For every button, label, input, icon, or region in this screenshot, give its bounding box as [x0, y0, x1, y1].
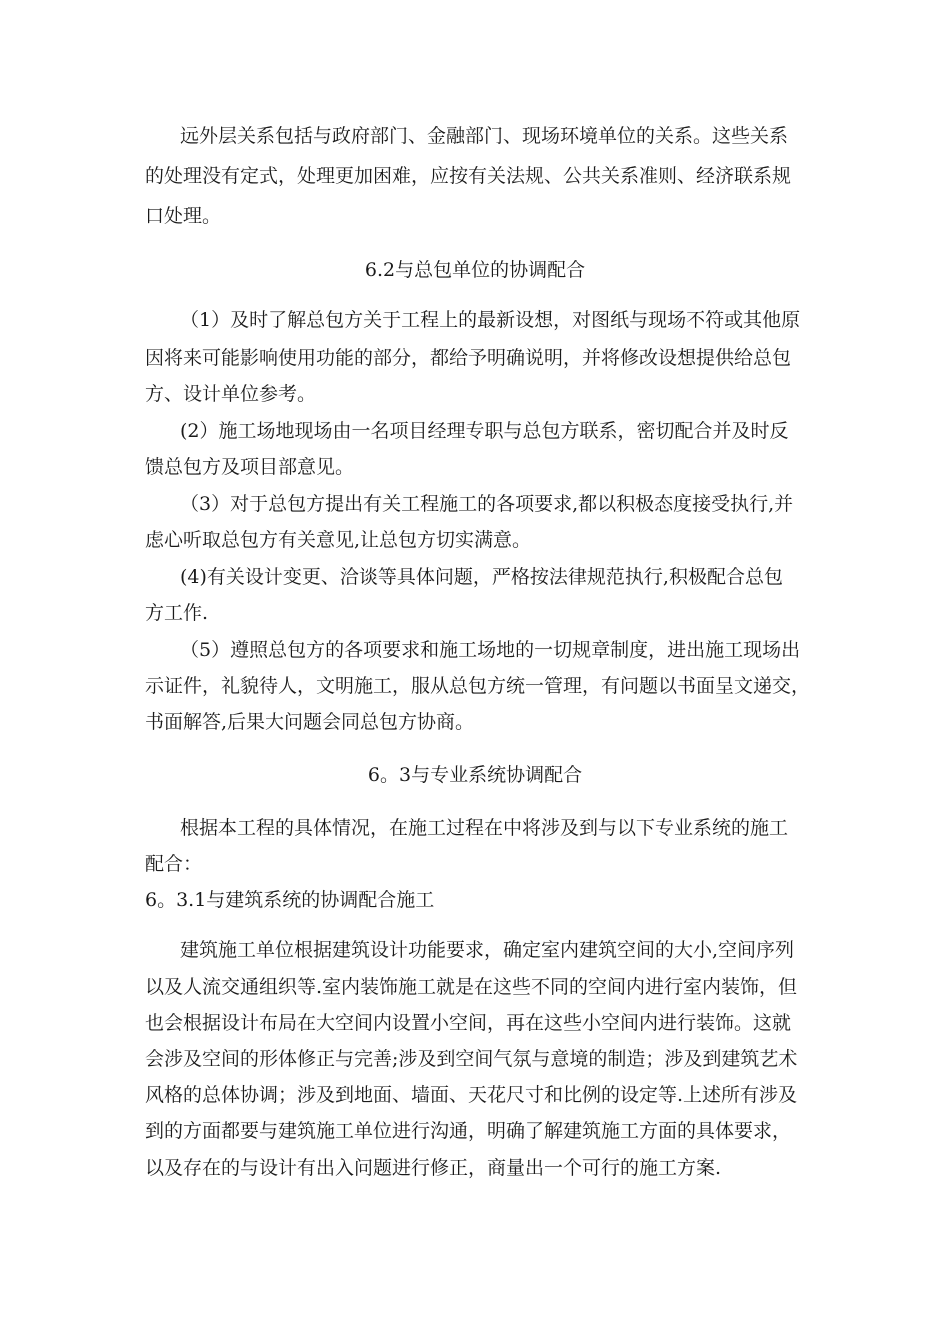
section-heading-6-3: 6。3与专业系统协调配合: [367, 764, 583, 786]
para-3-line-1: 建筑施工单位根据建筑设计功能要求，确定室内建筑空间的大小,空间序列: [180, 939, 795, 961]
para-2-line-1: 根据本工程的具体情况，在施工过程在中将涉及到与以下专业系统的施工: [180, 817, 789, 839]
para-3-line-5: 风格的总体协调；涉及到地面、墙面、天花尺寸和比例的设定等.上述所有涉及: [145, 1084, 798, 1106]
para-3-line-6: 到的方面都要与建筑施工单位进行沟通，明确了解建筑施工方面的具体要求，: [145, 1120, 792, 1142]
para-1-line-1: 远外层关系包括与政府部门、金融部门、现场环境单位的关系。这些关系: [180, 125, 789, 147]
item-4-line-1: (4)有关设计变更、洽谈等具体问题，严格按法律规范执行,积极配合总包: [180, 566, 783, 588]
item-2-line-2: 馈总包方及项目部意见。: [145, 456, 355, 478]
para-3-line-7: 以及存在的与设计有出入问题进行修正，商量出一个可行的施工方案.: [145, 1157, 722, 1179]
para-3-line-2: 以及人流交通组织等.室内装饰施工就是在这些不同的空间内进行室内装饰，但: [145, 976, 798, 998]
item-4-line-2: 方工作.: [145, 602, 209, 624]
item-1-line-1: （1）及时了解总包方关于工程上的最新设想，对图纸与现场不符或其他原: [180, 309, 801, 331]
item-5-line-1: （5）遵照总包方的各项要求和施工场地的一切规章制度，进出施工现场出: [180, 639, 801, 661]
item-3-line-2: 虑心听取总包方有关意见,让总包方切实满意。: [145, 529, 532, 551]
item-2-line-1: (2）施工场地现场由一名项目经理专职与总包方联系，密切配合并及时反: [180, 420, 789, 442]
para-2-line-2: 配合：: [145, 853, 203, 875]
section-heading-6-2: 6.2与总包单位的协调配合: [364, 259, 586, 281]
para-3-line-3: 也会根据设计布局在大空间内设置小空间，再在这些小空间内进行装饰。这就: [145, 1012, 792, 1034]
para-1-line-2: 的处理没有定式，处理更加困难，应按有关法规、公共关系准则、经济联系规: [145, 165, 792, 187]
subsection-heading-6-3-1: 6。3.1与建筑系统的协调配合施工: [145, 889, 435, 911]
para-1-line-3: 口处理。: [145, 205, 222, 227]
item-5-line-2: 示证件，礼貌待人，文明施工，服从总包方统一管理，有问题以书面呈文递交，: [145, 675, 811, 697]
item-3-line-1: （3）对于总包方提出有关工程施工的各项要求,都以积极态度接受执行,并: [180, 493, 794, 515]
para-3-line-4: 会涉及空间的形体修正与完善;涉及到空间气氛与意境的制造；涉及到建筑艺术: [145, 1048, 798, 1070]
item-5-line-3: 书面解答,后果大问题会同总包方协商。: [145, 711, 475, 733]
item-1-line-3: 方、设计单位参考。: [145, 383, 317, 405]
item-1-line-2: 因将来可能影响使用功能的部分，都给予明确说明，并将修改设想提供给总包: [145, 347, 792, 369]
